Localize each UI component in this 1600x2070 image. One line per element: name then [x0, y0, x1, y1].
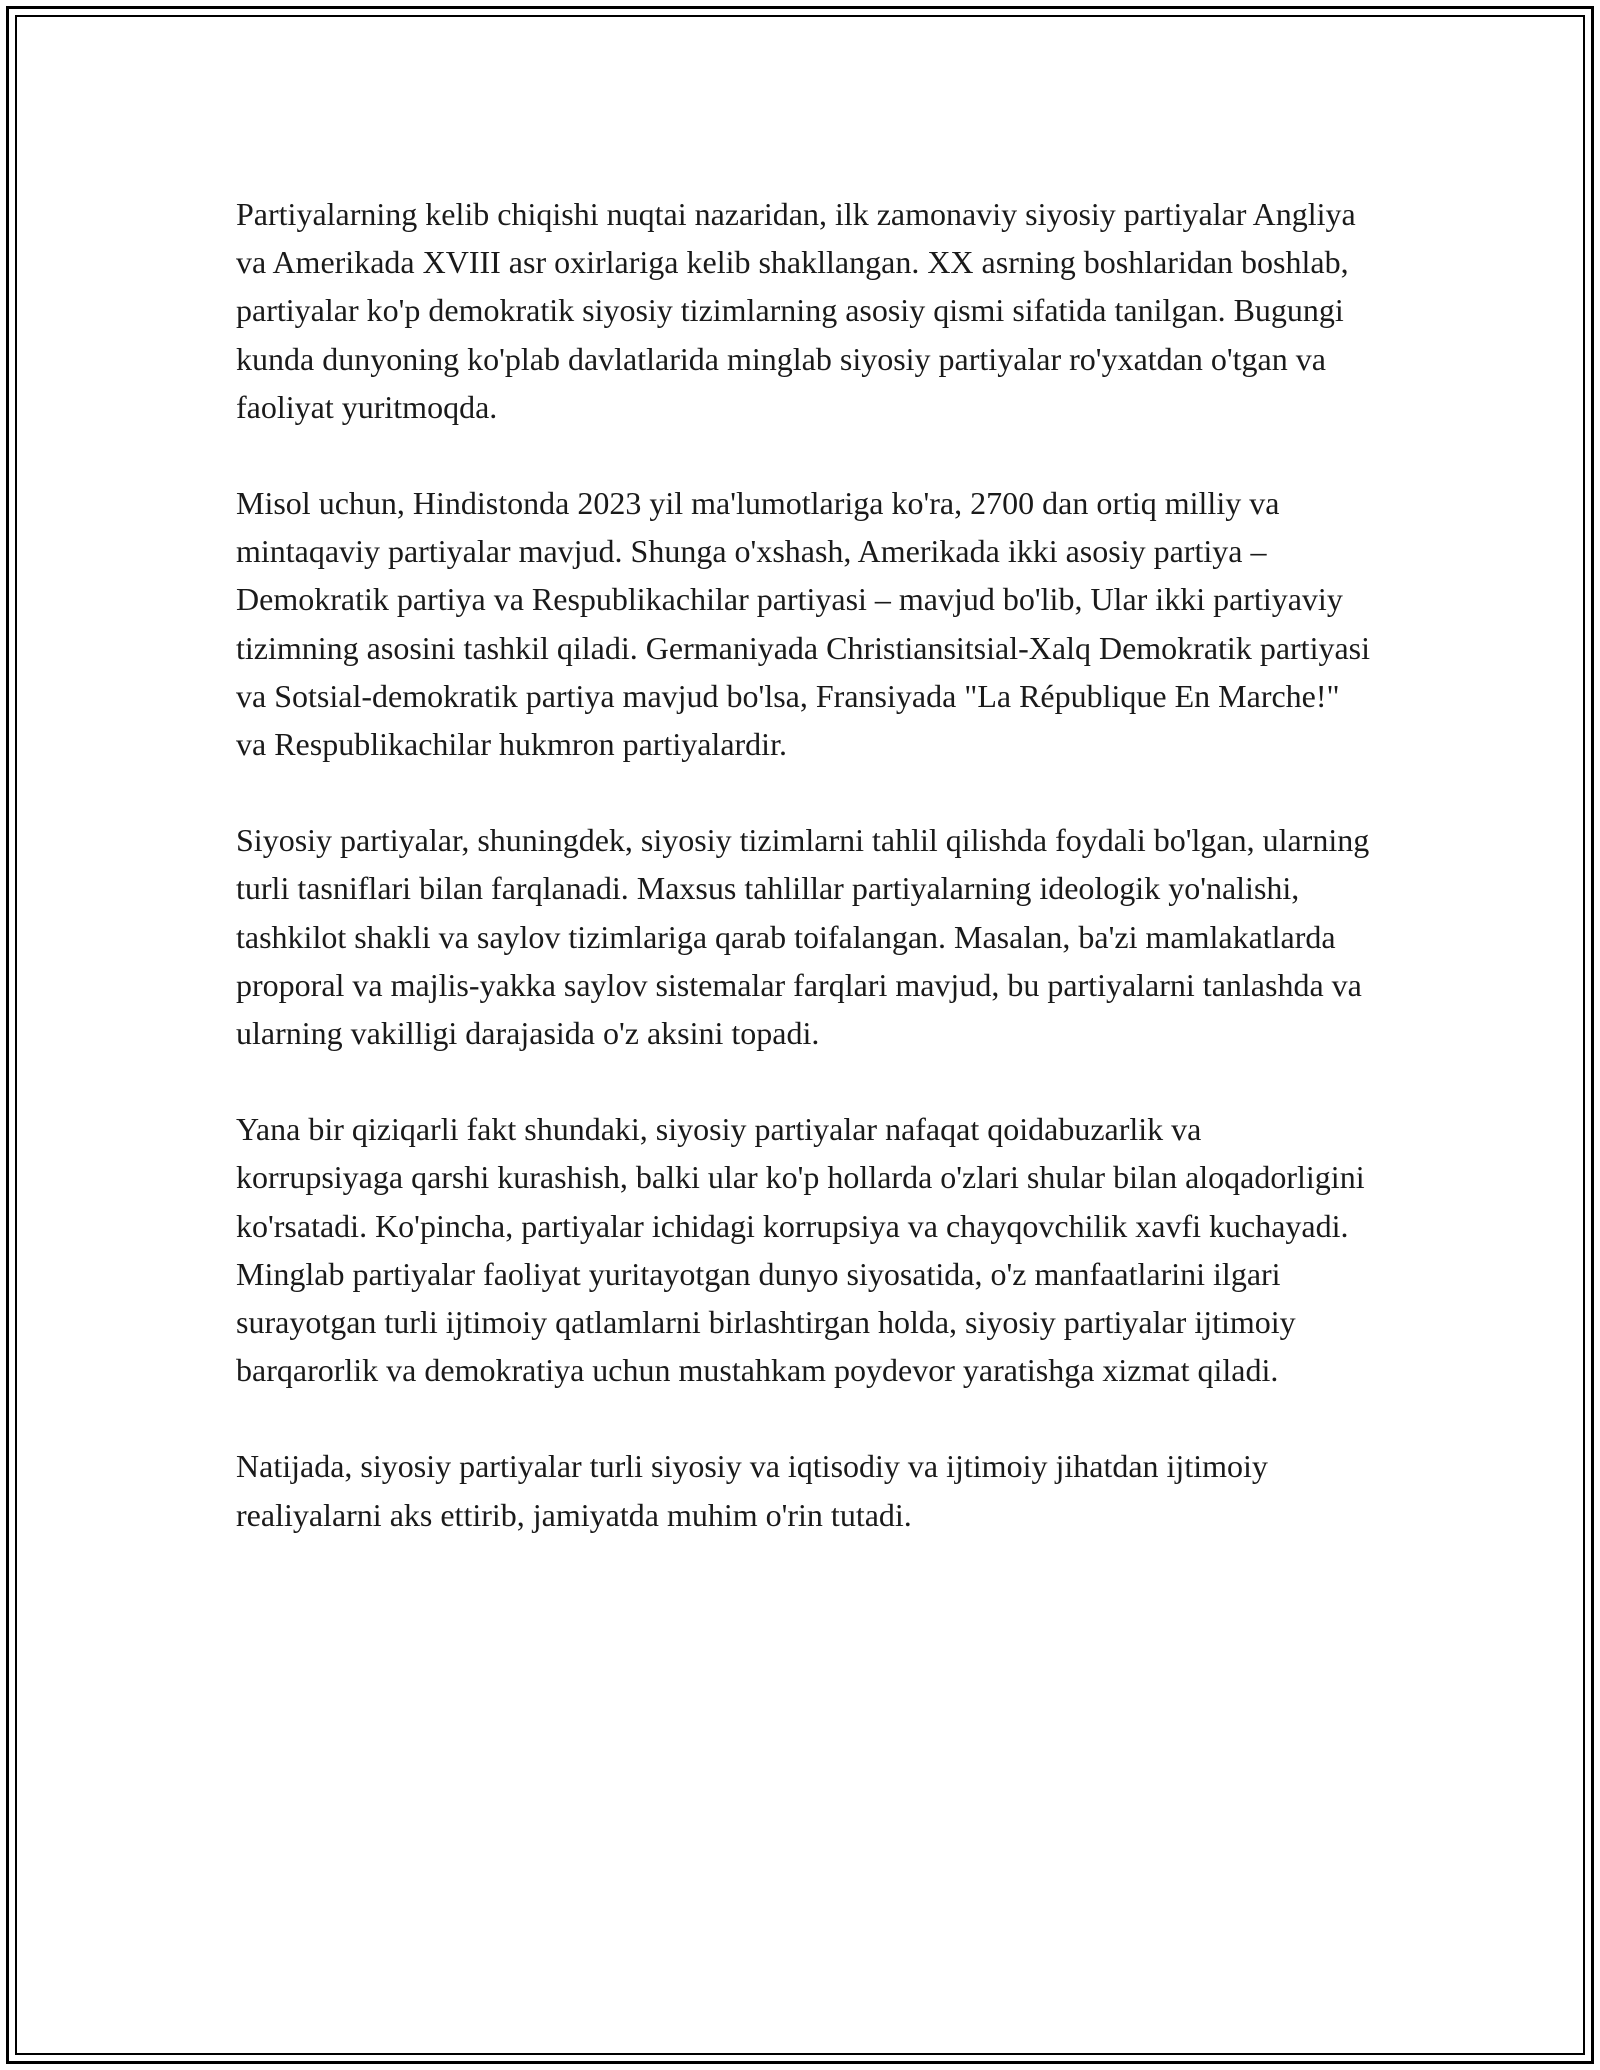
paragraph-5: Natijada, siyosiy partiyalar turli siyosiy va iqtisodiy va ijtimoiy jihatdan ijtimoiy realiyalarni aks ettirib, jamiyatda muhim o'rin tutadi.	[236, 1448, 1268, 1533]
paragraph-3: Siyosiy partiyalar, shuningdek, siyosiy tizimlarni tahlil qilishda foydali bo'lgan, ularning turli tasniflari bilan farqlanadi. Maxsus tahlillar partiyalarning ideologik yo'nalishi, tashkilot shakli va saylov tizimlariga qarab toifalangan. Masalan, ba'zi mamlakatlarda proporal va majlis-yakka saylov sistemalar farqlari mavjud, bu partiyalarni tanlashda va ularning vakilligi darajasida o'z aksini topadi.	[236, 822, 1370, 1052]
paragraph-2: Misol uchun, Hindistonda 2023 yil ma'lumotlariga ko'ra, 2700 dan ortiq milliy va mintaqaviy partiyalar mavjud. Shunga o'xshash, Amerikada ikki asosiy partiya – Demokratik partiya va Respublikachilar partiyasi – mavjud bo'lib, Ular ikki partiyaviy tizimning asosini tashkil qiladi. Germaniyada Christiansitsial-Xalq Demokratik partiyasi va Sotsial-demokratik partiya mavjud bo'lsa, Fransiyada "La République En Marche!" va Respublikachilar hukmron partiyalardir.	[236, 485, 1370, 763]
paragraph-4: Yana bir qiziqarli fakt shundaki, siyosiy partiyalar nafaqat qoidabuzarlik va korrupsiyaga qarshi kurashish, balki ular ko'p hollarda o'zlari shular bilan aloqadorligini ko'rsatadi. Ko'pincha, partiyalar ichidagi korrupsiya va chayqovchilik xavfi kuchayadi. Minglab partiyalar faoliyat yuritayotgan dunyo siyosatida, o'z manfaatlarini ilgari surayotgan turli ijtimoiy qatlamlarni birlashtirgan holda, siyosiy partiyalar ijtimoiy barqarorlik va demokratiya uchun mustahkam poydevor yaratishga xizmat qiladi.	[236, 1111, 1365, 1389]
document-body	[236, 190, 1376, 1587]
paragraph-1: Partiyalarning kelib chiqishi nuqtai nazaridan, ilk zamonaviy siyosiy partiyalar Angliya va Amerikada XVIII asr oxirlariga kelib shakllangan. XX asrning boshlaridan boshlab, partiyalar ko'p demokratik siyosiy tizimlarning asosiy qismi sifatida tanilgan. Bugungi kunda dunyoning ko'plab davlatlarida minglab siyosiy partiyalar ro'yxatdan o'tgan va faoliyat yuritmoqda.	[236, 196, 1356, 425]
